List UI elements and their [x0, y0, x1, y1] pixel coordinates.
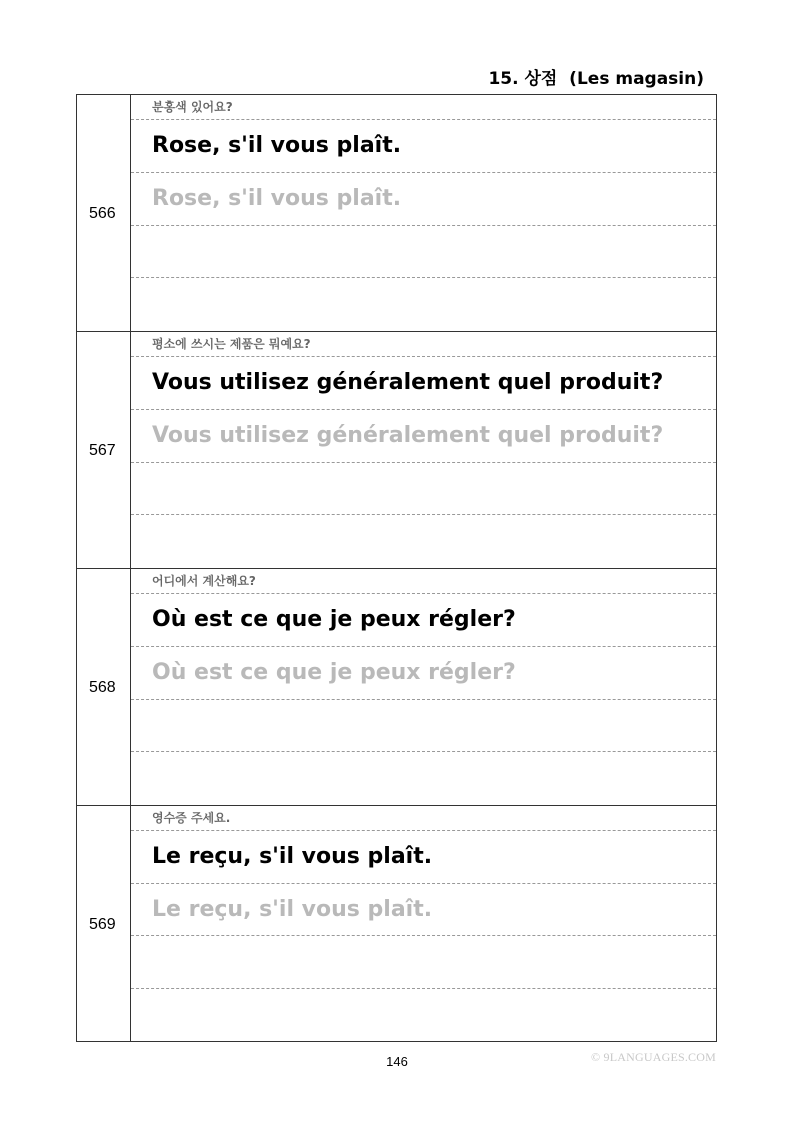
entry-number: 569 — [76, 806, 131, 1041]
blank-writing-line[interactable] — [131, 278, 716, 331]
practice-entry — [76, 805, 717, 1042]
practice-lines — [131, 569, 717, 805]
tracing-sentence: Le reçu, s'il vous plaît. — [131, 884, 716, 937]
practice-sheet — [76, 94, 717, 1042]
french-sentence: Le reçu, s'il vous plaît. — [131, 831, 716, 884]
blank-writing-line[interactable] — [131, 463, 716, 516]
korean-prompt: 어디에서 계산해요? — [131, 569, 716, 594]
practice-entry — [76, 331, 717, 568]
korean-prompt: 평소에 쓰시는 제품은 뭐예요? — [131, 332, 716, 357]
practice-lines — [131, 95, 717, 331]
tracing-sentence: Rose, s'il vous plaît. — [131, 173, 716, 226]
french-sentence: Où est ce que je peux régler? — [131, 594, 716, 647]
page-number: 146 — [386, 1054, 408, 1069]
french-sentence: Vous utilisez généralement quel produit? — [131, 357, 716, 410]
practice-lines — [131, 332, 717, 568]
tracing-sentence: Où est ce que je peux régler? — [131, 647, 716, 700]
practice-lines — [131, 806, 717, 1041]
french-sentence: Rose, s'il vous plaît. — [131, 120, 716, 173]
blank-writing-line[interactable] — [131, 700, 716, 753]
korean-prompt: 분홍색 있어요? — [131, 95, 716, 120]
entry-number: 566 — [76, 95, 131, 331]
blank-writing-line[interactable] — [131, 226, 716, 279]
korean-prompt: 영수증 주세요. — [131, 806, 716, 831]
page-title: 15. 상점 (Les magasin) — [488, 69, 704, 89]
practice-entry — [76, 568, 717, 805]
copyright-notice: © 9LANGUAGES.COM — [591, 1050, 716, 1064]
entry-number: 567 — [76, 332, 131, 568]
blank-writing-line[interactable] — [131, 936, 716, 989]
entry-number: 568 — [76, 569, 131, 805]
blank-writing-line[interactable] — [131, 752, 716, 805]
blank-writing-line[interactable] — [131, 989, 716, 1042]
blank-writing-line[interactable] — [131, 515, 716, 568]
practice-entry — [76, 94, 717, 331]
tracing-sentence: Vous utilisez généralement quel produit? — [131, 410, 716, 463]
